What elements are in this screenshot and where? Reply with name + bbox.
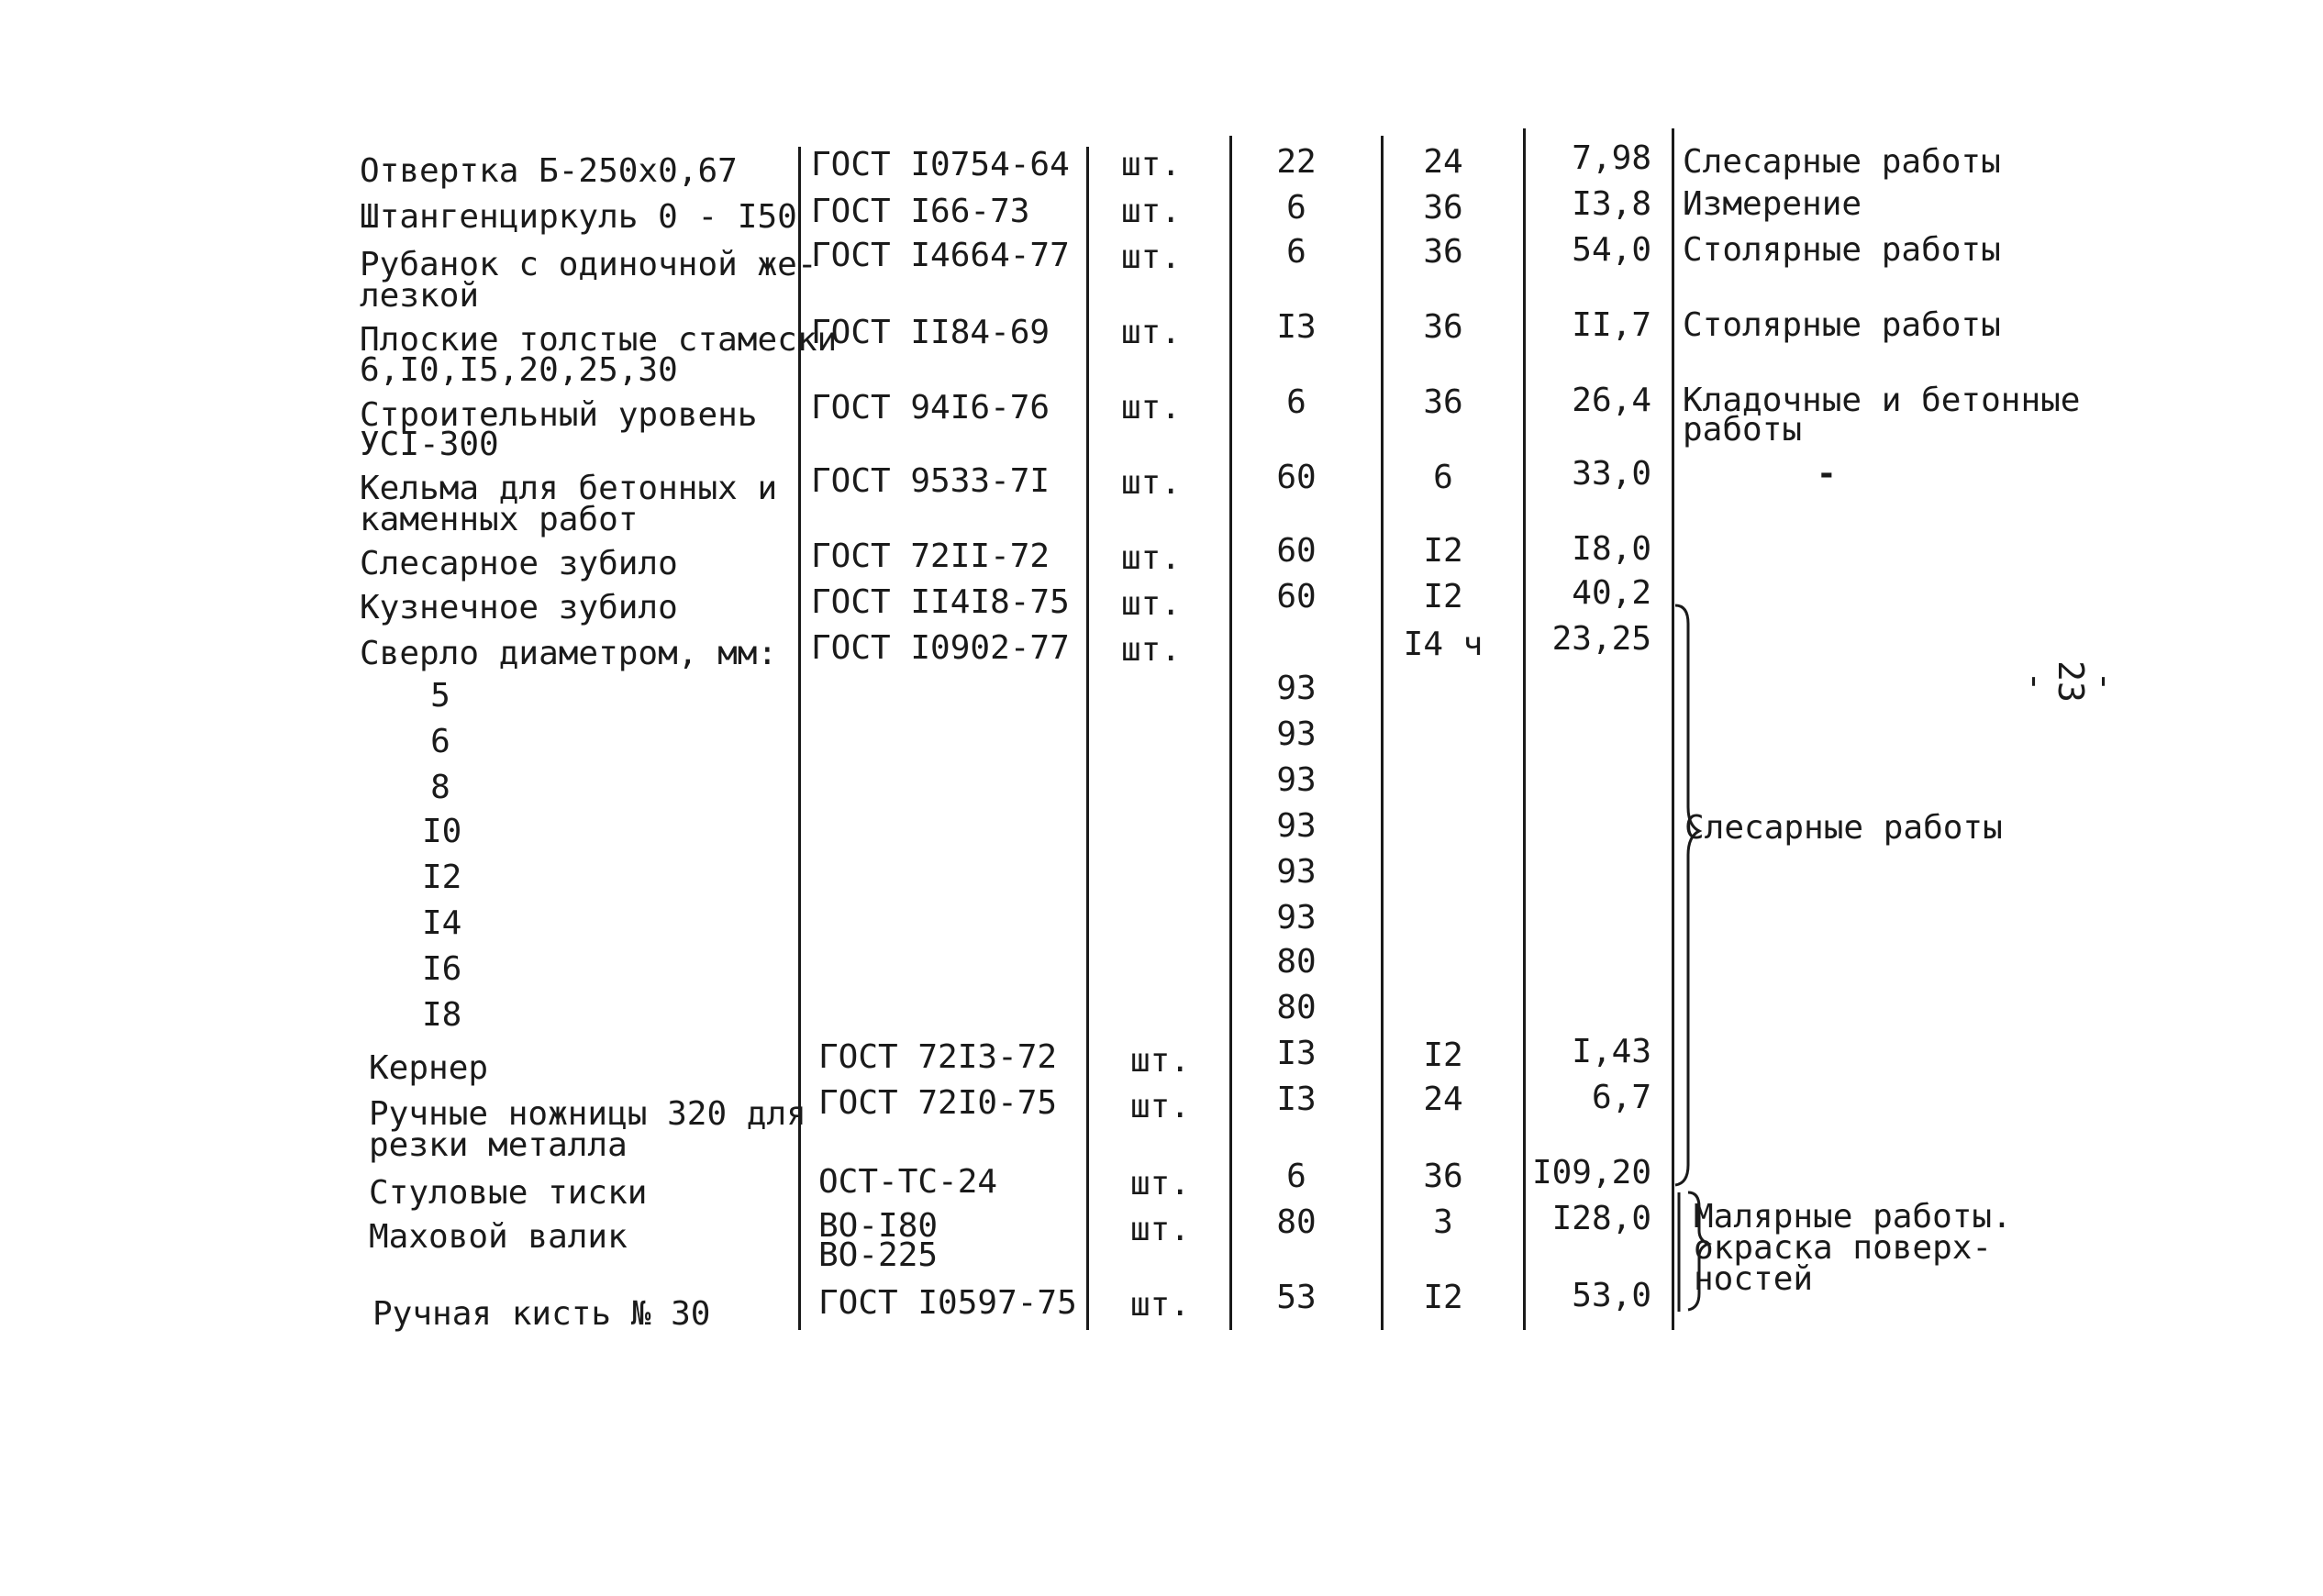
item-quantity: 6 bbox=[1286, 383, 1306, 421]
item-name: Кельма для бетонных и bbox=[360, 470, 778, 507]
item-quantity: 6 bbox=[1286, 1158, 1306, 1195]
item-standard: ГОСТ 72I0-75 bbox=[818, 1084, 1058, 1122]
item-norm: 36 bbox=[1423, 383, 1463, 421]
item-unit: шт. bbox=[1130, 1286, 1191, 1324]
item-note: Столярные работы bbox=[1683, 306, 2001, 344]
item-standard: ГОСТ 72I3-72 bbox=[818, 1038, 1058, 1076]
item-norm: 36 bbox=[1423, 1158, 1463, 1195]
page-number: - 23 - bbox=[2016, 660, 2126, 703]
item-quantity: 6 bbox=[1286, 233, 1306, 271]
group-note-painting-cont: ностей bbox=[1694, 1260, 1814, 1298]
item-quantity: 60 bbox=[1276, 578, 1317, 615]
item-norm: I2 bbox=[1423, 578, 1463, 615]
item-name: Ручная кисть № 30 bbox=[372, 1295, 711, 1333]
item-name: Ручные ножницы 320 для bbox=[369, 1095, 806, 1133]
item-quantity: 22 bbox=[1276, 143, 1317, 181]
item-standard: ГОСТ I0754-64 bbox=[811, 146, 1070, 183]
item-standard: ГОСТ I4664-77 bbox=[811, 237, 1070, 274]
item-name: Штангенциркуль 0 - I50 bbox=[360, 198, 797, 236]
drill-quantity: 93 bbox=[1276, 761, 1317, 799]
item-name: Кернер bbox=[369, 1049, 489, 1087]
item-price: 40,2 bbox=[1572, 574, 1651, 612]
item-note: Кладочные и бетонные bbox=[1683, 382, 2081, 419]
item-quantity: I3 bbox=[1276, 308, 1317, 346]
item-standard: ГОСТ I66-73 bbox=[811, 193, 1030, 230]
metalwork-brace bbox=[1675, 605, 1699, 1185]
item-name-cont: лезкой bbox=[360, 277, 480, 315]
group-note-metalwork: Слесарные работы bbox=[1684, 809, 2003, 847]
item-unit: шт. bbox=[1121, 146, 1182, 183]
item-norm: 36 bbox=[1423, 233, 1463, 271]
item-standard: ВО-I80 bbox=[818, 1207, 939, 1245]
item-norm: I2 bbox=[1423, 1279, 1463, 1316]
item-note-cont: работы bbox=[1683, 411, 1803, 449]
drill-size: 8 bbox=[430, 769, 450, 806]
item-price: I09,20 bbox=[1531, 1154, 1651, 1191]
item-standard: ГОСТ 9533-7I bbox=[811, 462, 1050, 500]
item-name-cont: 6,I0,I5,20,25,30 bbox=[360, 351, 678, 389]
item-unit: шт. bbox=[1121, 464, 1182, 502]
item-name-cont: УСI-300 bbox=[360, 426, 499, 463]
item-norm: 36 bbox=[1423, 308, 1463, 346]
item-name: Рубанок с одиночной же- bbox=[360, 246, 817, 283]
item-standard: ГОСТ II84-69 bbox=[811, 314, 1050, 351]
drill-size: I8 bbox=[422, 996, 462, 1034]
item-standard: ГОСТ 94I6-76 bbox=[811, 389, 1050, 427]
item-price: I28,0 bbox=[1551, 1200, 1651, 1237]
item-unit: шт. bbox=[1130, 1211, 1191, 1248]
item-note: Измерение bbox=[1683, 185, 1862, 223]
item-name: Стуловые тиски bbox=[369, 1174, 648, 1212]
drill-quantity: 93 bbox=[1276, 670, 1317, 707]
item-standard: ГОСТ II4I8-75 bbox=[811, 583, 1070, 621]
item-unit: шт. bbox=[1121, 585, 1182, 623]
drill-quantity: 93 bbox=[1276, 715, 1317, 753]
drill-size: 6 bbox=[430, 723, 450, 760]
item-price: I3,8 bbox=[1572, 185, 1651, 223]
drill-size: I4 bbox=[422, 904, 462, 942]
item-unit: шт. bbox=[1121, 389, 1182, 427]
drill-size: I2 bbox=[422, 859, 462, 896]
item-name: Сверло диаметром, мм: bbox=[360, 635, 778, 672]
item-name: Кузнечное зубило bbox=[360, 589, 678, 626]
item-norm: 24 bbox=[1423, 143, 1463, 181]
item-price: 53,0 bbox=[1572, 1277, 1651, 1314]
item-unit: шт. bbox=[1121, 193, 1182, 230]
item-price: 23,25 bbox=[1551, 620, 1651, 658]
drill-size: I0 bbox=[422, 813, 462, 850]
item-standard-cont: ВО-225 bbox=[818, 1236, 939, 1274]
item-standard: ОСТ-ТС-24 bbox=[818, 1163, 998, 1201]
item-name: Слесарное зубило bbox=[360, 545, 678, 582]
item-norm: I4 ч bbox=[1403, 626, 1484, 663]
item-price: I8,0 bbox=[1572, 530, 1651, 568]
item-note: Слесарные работы bbox=[1683, 143, 2001, 181]
drill-quantity: 93 bbox=[1276, 853, 1317, 891]
item-name: Маховой валик bbox=[369, 1218, 628, 1256]
item-quantity: 6 bbox=[1286, 189, 1306, 227]
item-price: I,43 bbox=[1572, 1033, 1651, 1070]
item-price: 26,4 bbox=[1572, 382, 1651, 419]
item-norm: 24 bbox=[1423, 1081, 1463, 1118]
item-price: 54,0 bbox=[1572, 231, 1651, 269]
item-standard: ГОСТ 72II-72 bbox=[811, 538, 1050, 575]
item-name: Строительный уровень bbox=[360, 396, 758, 434]
drill-size: 5 bbox=[430, 677, 450, 715]
item-quantity: 80 bbox=[1276, 1203, 1317, 1241]
item-price: 6,7 bbox=[1591, 1079, 1651, 1116]
item-norm: I2 bbox=[1423, 532, 1463, 570]
group-note-painting-cont: окраска поверх- bbox=[1694, 1229, 1993, 1267]
item-note: - bbox=[1817, 455, 1837, 493]
item-unit: шт. bbox=[1130, 1042, 1191, 1080]
item-price: 33,0 bbox=[1572, 455, 1651, 493]
item-unit: шт. bbox=[1121, 539, 1182, 577]
item-quantity: 60 bbox=[1276, 532, 1317, 570]
drill-size: I6 bbox=[422, 950, 462, 988]
item-norm: 36 bbox=[1423, 189, 1463, 227]
item-unit: шт. bbox=[1121, 238, 1182, 276]
drill-quantity: 80 bbox=[1276, 943, 1317, 981]
item-norm: I2 bbox=[1423, 1036, 1463, 1074]
item-name: Отвертка Б-250х0,67 bbox=[360, 152, 738, 190]
item-norm: 6 bbox=[1433, 459, 1453, 496]
item-standard: ГОСТ I0902-77 bbox=[811, 629, 1070, 667]
item-unit: шт. bbox=[1121, 631, 1182, 669]
item-norm: 3 bbox=[1433, 1203, 1453, 1241]
item-unit: шт. bbox=[1121, 314, 1182, 351]
group-note-painting: Малярные работы. bbox=[1694, 1198, 2012, 1236]
item-price: II,7 bbox=[1572, 306, 1651, 344]
item-note: Столярные работы bbox=[1683, 231, 2001, 269]
item-quantity: I3 bbox=[1276, 1081, 1317, 1118]
item-name-cont: каменных работ bbox=[360, 501, 639, 538]
item-quantity: 60 bbox=[1276, 459, 1317, 496]
item-quantity: 53 bbox=[1276, 1279, 1317, 1316]
drill-quantity: 93 bbox=[1276, 899, 1317, 937]
item-standard: ГОСТ I0597-75 bbox=[818, 1284, 1077, 1322]
drill-quantity: 80 bbox=[1276, 989, 1317, 1026]
item-name-cont: резки металла bbox=[369, 1126, 628, 1164]
item-name: Плоские толстые стамески bbox=[360, 321, 838, 359]
item-quantity: I3 bbox=[1276, 1035, 1317, 1072]
drill-quantity: 93 bbox=[1276, 807, 1317, 845]
item-unit: шт. bbox=[1130, 1165, 1191, 1203]
item-unit: шт. bbox=[1130, 1088, 1191, 1125]
item-price: 7,98 bbox=[1572, 139, 1651, 177]
